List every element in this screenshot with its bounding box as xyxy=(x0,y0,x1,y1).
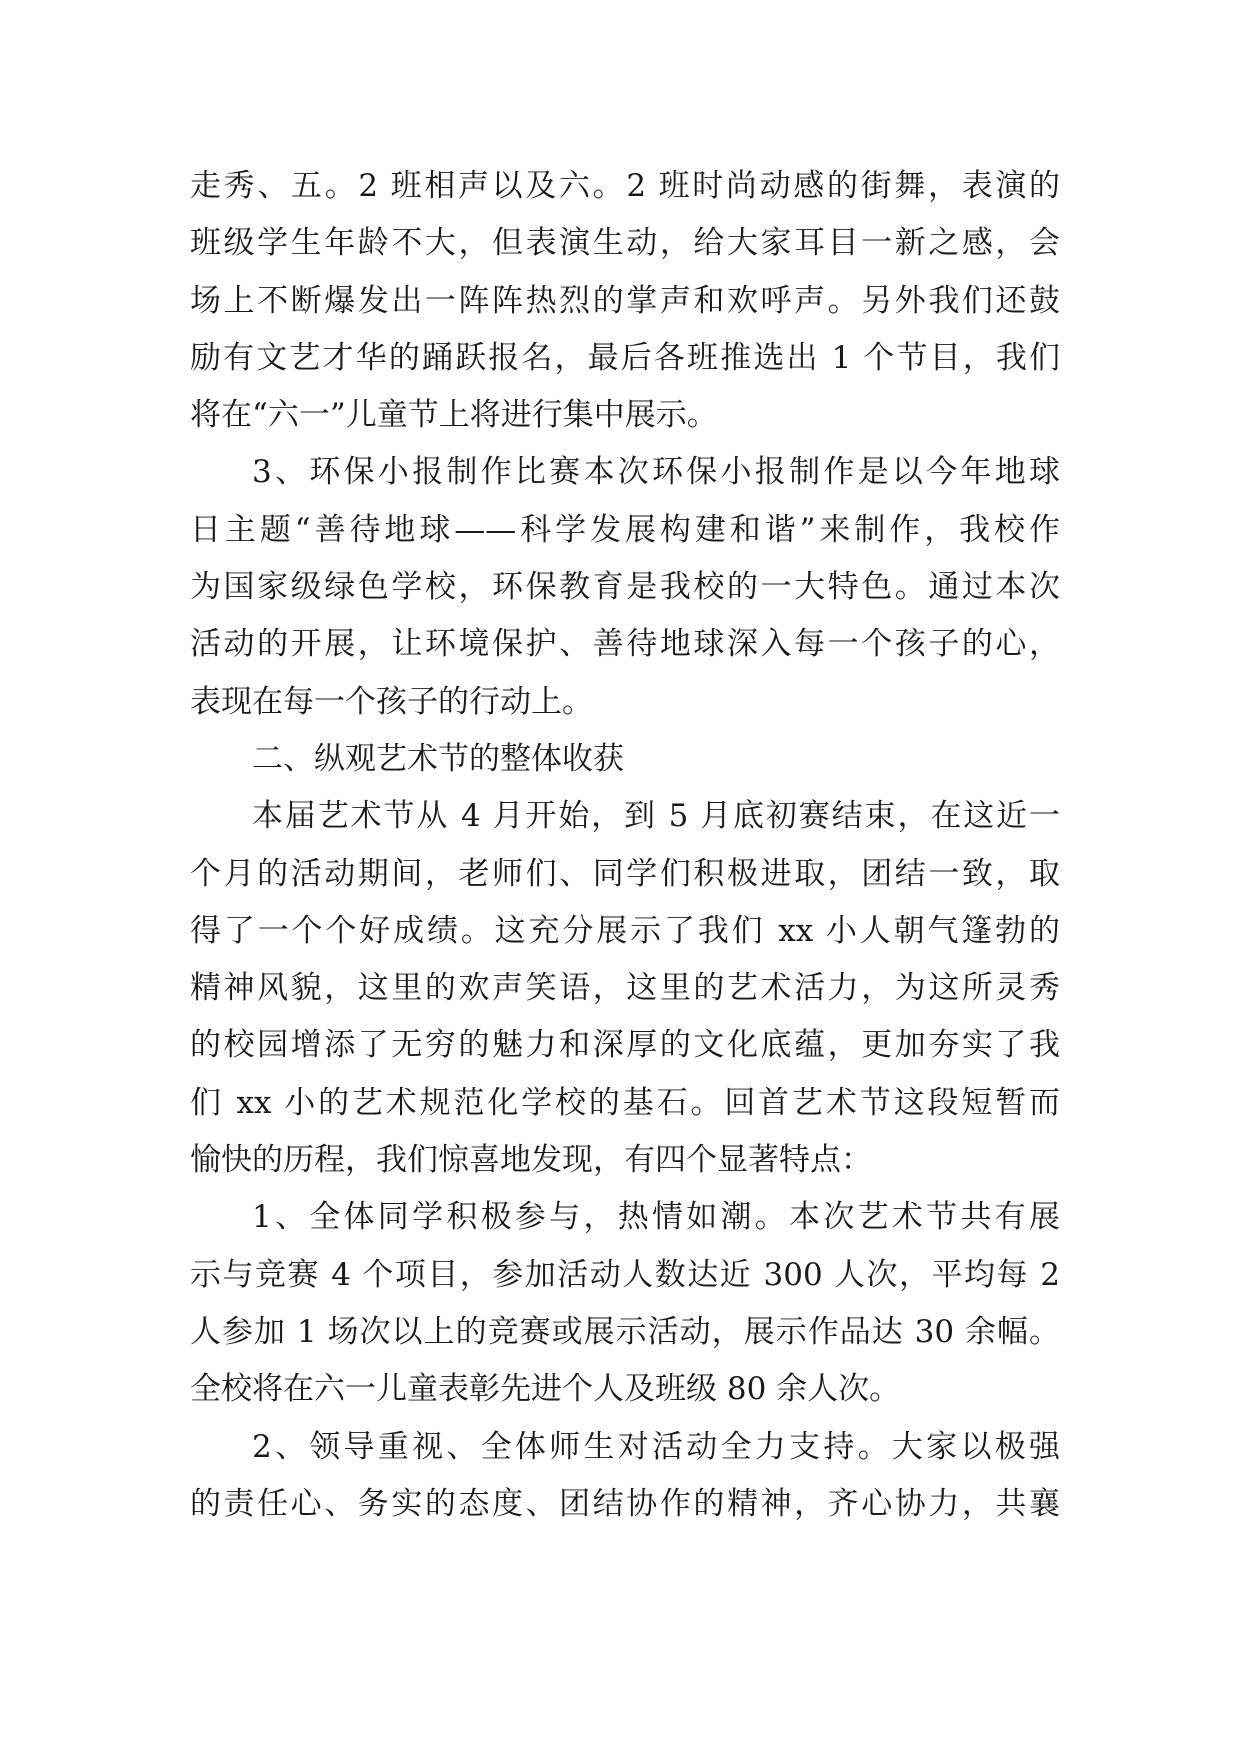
text-line: 得了一个个好成绩。这充分展示了我们 xx 小人朝气篷勃的 xyxy=(190,912,1060,949)
text-line: 3、环保小报制作比赛本次环保小报制作是以今年地球 xyxy=(252,454,1060,491)
text-line: 励有文艺才华的踊跃报名，最后各班推选出 1 个节目，我们 xyxy=(190,339,1060,376)
text-line: 二、纵观艺术节的整体收获 xyxy=(252,740,624,777)
text-line: 本届艺术节从 4 月开始，到 5 月底初赛结束，在这近一 xyxy=(252,798,1060,835)
text-line: 人参加 1 场次以上的竞赛或展示活动，展示作品达 30 余幅。 xyxy=(190,1313,1060,1350)
text-line: 2、领导重视、全体师生对活动全力支持。大家以极强 xyxy=(252,1428,1060,1465)
text-line: 表现在每一个孩子的行动上。 xyxy=(190,683,593,720)
text-line: 的校园增添了无穷的魅力和深厚的文化底蕴，更加夯实了我 xyxy=(190,1027,1060,1064)
text-line: 日主题“善待地球——科学发展构建和谐”来制作，我校作 xyxy=(190,511,1060,548)
text-line: 走秀、五。2 班相声以及六。2 班时尚动感的街舞，表演的 xyxy=(190,168,1060,204)
text-line: 示与竞赛 4 个项目，参加活动人数达近 300 人次，平均每 2 xyxy=(190,1256,1060,1293)
text-line: 班级学生年龄不大，但表演生动，给大家耳目一新之感，会 xyxy=(190,225,1060,262)
text-line: 们 xx 小的艺术规范化学校的基石。回首艺术节这段短暂而 xyxy=(190,1084,1060,1121)
text-line: 场上不断爆发出一阵阵热烈的掌声和欢呼声。另外我们还鼓 xyxy=(190,282,1060,319)
text-line: 精神风貌，这里的欢声笑语，这里的艺术活力，为这所灵秀 xyxy=(190,970,1060,1007)
text-line: 为国家级绿色学校，环保教育是我校的一大特色。通过本次 xyxy=(190,569,1060,606)
text-line: 将在“六一”儿童节上将进行集中展示。 xyxy=(190,397,718,434)
text-line: 1、全体同学积极参与，热情如潮。本次艺术节共有展 xyxy=(252,1199,1060,1236)
text-line: 愉快的历程，我们惊喜地发现，有四个显著特点： xyxy=(190,1142,872,1179)
text-line: 全校将在六一儿童表彰先进个人及班级 80 余人次。 xyxy=(190,1371,901,1408)
text-line: 的责任心、务实的态度、团结协作的精神，齐心协力，共襄 xyxy=(190,1485,1060,1522)
text-line: 活动的开展，让环境保护、善待地球深入每一个孩子的心， xyxy=(190,626,1060,663)
body-text xyxy=(190,158,1060,1533)
text-line: 个月的活动期间，老师们、同学们积极进取，团结一致，取 xyxy=(190,855,1060,892)
